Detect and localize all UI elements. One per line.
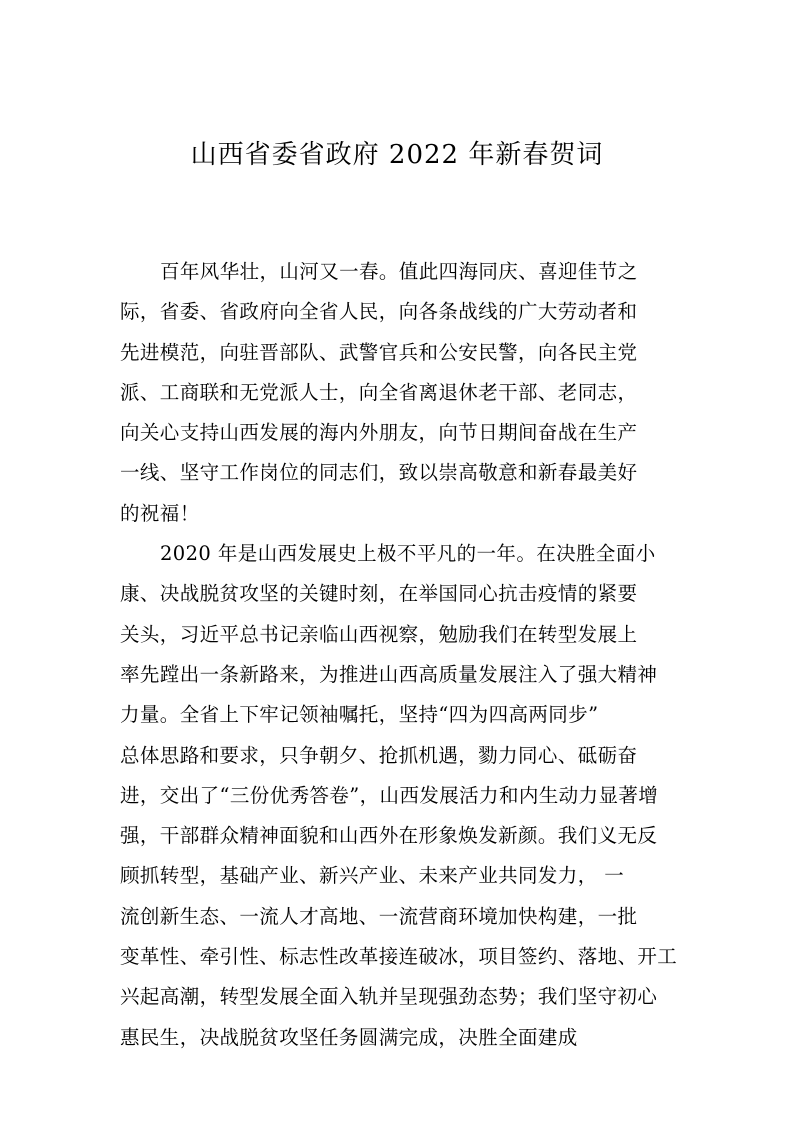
body-line: 的祝福！ xyxy=(120,501,200,525)
body-line: 向关心支持山西发展的海内外朋友，向节日期间奋战在生产 xyxy=(120,421,638,445)
body-line: 总体思路和要求，只争朝夕、抢抓机遇，勠力同心、砥砺奋 xyxy=(120,743,638,767)
body-line: 先进模范，向驻晋部队、武警官兵和公安民警，向各民主党 xyxy=(120,340,638,364)
body-line: 流创新生态、一流人才高地、一流营商环境加快构建，一批 xyxy=(120,904,638,928)
body-line: 力量。全省上下牢记领袖嘱托，坚持“四为四高两同步” xyxy=(120,703,599,727)
body-line: 派、工商联和无党派人士，向全省离退休老干部、老同志， xyxy=(120,380,638,404)
body-line: 率先蹚出一条新路来，为推进山西高质量发展注入了强大精神 xyxy=(120,662,658,686)
body-line: 康、决战脱贫攻坚的关键时刻，在举国同心抗击疫情的紧要 xyxy=(120,582,638,606)
body-line: 强，干部群众精神面貌和山西外在形象焕发新颜。我们义无反 xyxy=(120,824,658,848)
body-line: 一线、坚守工作岗位的同志们，致以崇高敬意和新春最美好 xyxy=(120,461,638,485)
document-body xyxy=(120,252,680,1058)
body-line: 进，交出了“三份优秀答卷”，山西发展活力和内生动力显著增 xyxy=(120,783,659,807)
body-line: 际，省委、省政府向全省人民，向各条战线的广大劳动者和 xyxy=(120,300,638,324)
body-line: 关头，习近平总书记亲临山西视察，勉励我们在转型发展上 xyxy=(120,622,638,646)
body-line: 惠民生，决战脱贫攻坚任务圆满完成，决胜全面建成 xyxy=(120,1025,578,1049)
body-line: 百年风华壮，山河又一春。值此四海同庆、喜迎佳节之 xyxy=(160,260,638,283)
body-line: 顾抓转型，基础产业、新兴产业、未来产业共同发力， 一 xyxy=(120,864,625,888)
body-line: 2020 年是山西发展史上极不平凡的一年。在决胜全面小 xyxy=(160,542,656,566)
body-line: 变革性、牵引性、标志性改革接连破冰，项目签约、落地、开工 xyxy=(120,945,678,969)
document-title: 山西省委省政府 2022 年新春贺词 xyxy=(190,140,604,170)
body-line: 兴起高潮，转型发展全面入轨并呈现强劲态势；我们坚守初心 xyxy=(120,985,658,1009)
